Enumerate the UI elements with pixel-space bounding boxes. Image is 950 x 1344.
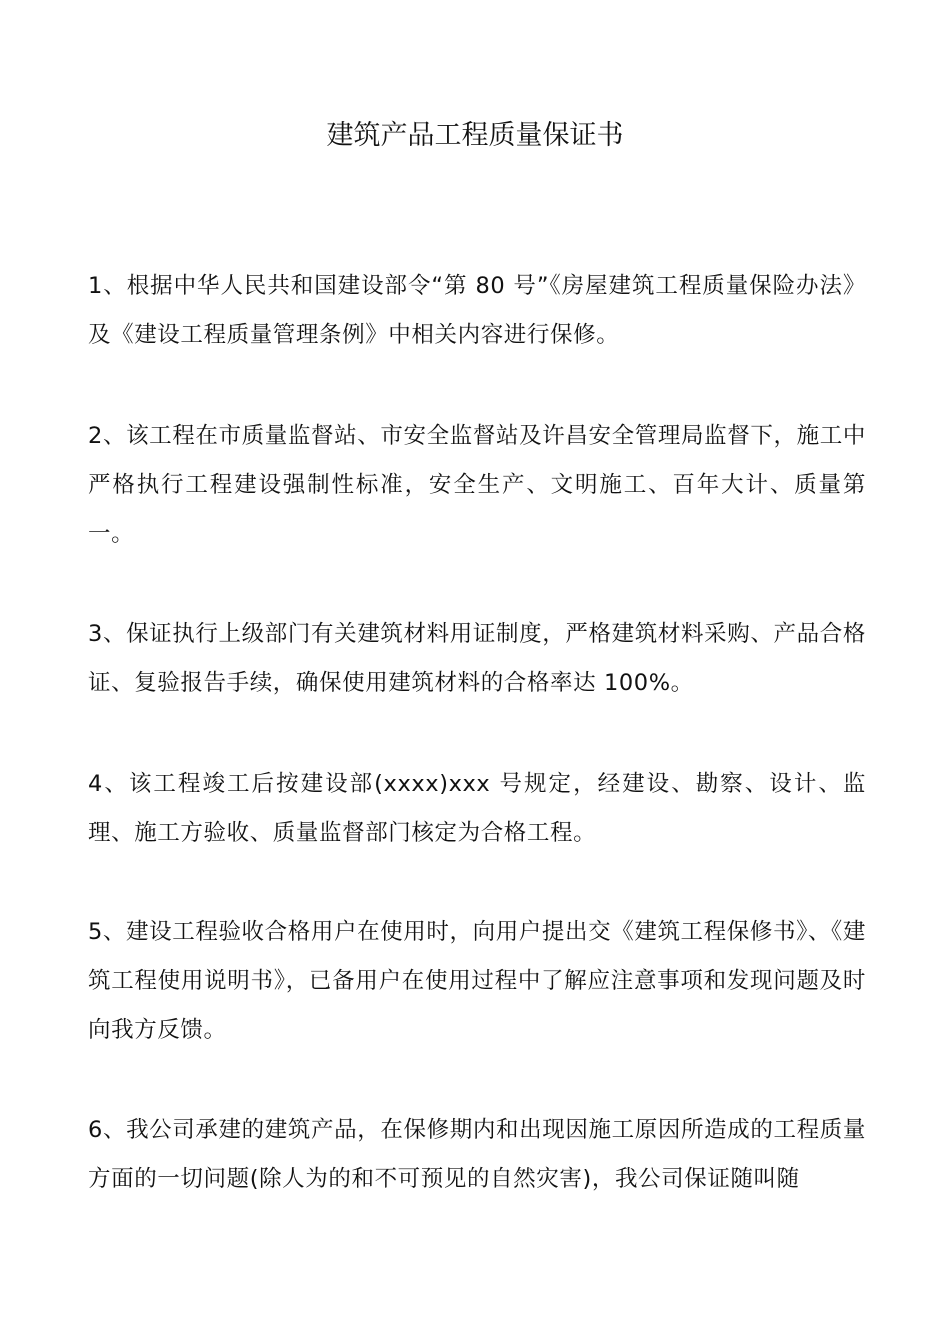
clause-2: 2、该工程在市质量监督站、市安全监督站及许昌安全管理局监督下，施工中严格执行工程建设强制性标准，安全生产、文明施工、百年大计、质量第一。 (88, 423, 866, 547)
clause-5: 5、建设工程验收合格用户在使用时，向用户提出交《建筑工程保修书》、《建筑工程使用说明书》，已备用户在使用过程中了解应注意事项和发现问题及时向我方反馈。 (88, 919, 866, 1043)
clause-6: 6、我公司承建的建筑产品，在保修期内和出现因施工原因所造成的工程质量方面的一切问题(除人为的和不可预见的自然灾害)，我公司保证随叫随 (88, 1117, 866, 1192)
clause-1: 1、根据中华人民共和国建设部令“第 80 号”《房屋建筑工程质量保险办法》及《建设工程质量管理条例》中相关内容进行保修。 (88, 273, 866, 348)
document-title: 建筑产品工程质量保证书 (326, 120, 624, 151)
clause-4: 4、该工程竣工后按建设部(xxxx)xxx 号规定，经建设、勘察、设计、监理、施工方验收、质量监督部门核定为合格工程。 (88, 771, 866, 846)
clause-3: 3、保证执行上级部门有关建筑材料用证制度，严格建筑材料采购、产品合格证、复验报告手续，确保使用建筑材料的合格率达 100%。 (88, 621, 866, 696)
